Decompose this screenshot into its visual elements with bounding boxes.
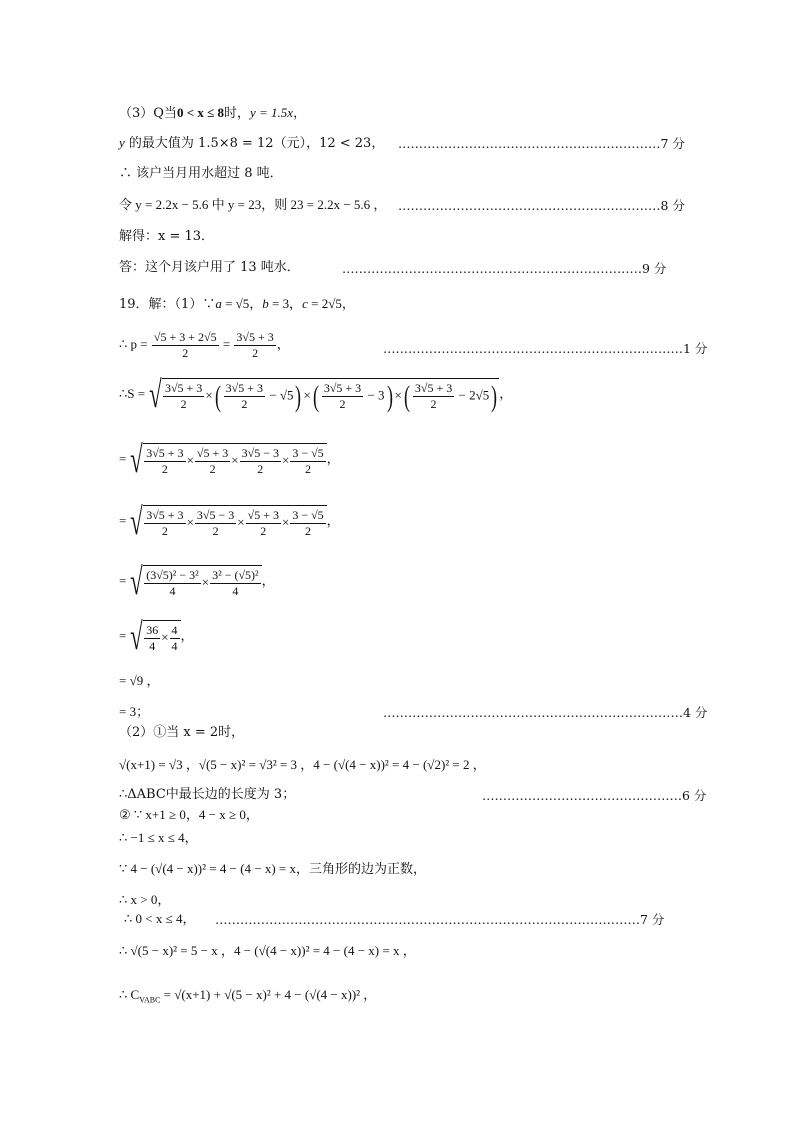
text: 的最大值为 1.5×8 = 12（元），12 < 23， [124, 136, 385, 151]
text: √(x+1) = √3 ，√(5 − x)² = √3² = 3 ，4 − (√(4 − x))² = 4 − (√2)² = 2 ， [119, 757, 486, 772]
radicand [162, 378, 499, 412]
times: × [205, 387, 213, 403]
fraction [413, 381, 454, 412]
denominator: 2 [182, 346, 189, 360]
paren-close: ) [295, 379, 302, 413]
text: ， [326, 450, 340, 466]
fraction [246, 508, 281, 539]
denominator: 2 [241, 397, 248, 411]
line-step3 [119, 503, 340, 541]
denominator: 2 [257, 462, 264, 476]
line-step4 [119, 563, 275, 601]
line-longest-side: ∴ΔABC中最长边的长度为 3； [119, 787, 296, 802]
line-solve: 解得：x = 13． [119, 229, 215, 244]
text: ， [180, 627, 194, 643]
line-part3-condition [119, 104, 306, 123]
denominator: 2 [260, 524, 267, 538]
numerator: 3 − √5 [292, 446, 324, 460]
line-part2-case1 [119, 724, 244, 742]
numerator: 3√5 + 3 [225, 381, 264, 395]
fraction [322, 381, 363, 412]
fraction [152, 330, 219, 361]
denominator: 2 [180, 397, 187, 411]
subscript: VABC [139, 995, 161, 1005]
sqrt-icon: √ [130, 616, 144, 658]
paren-open: ( [312, 379, 319, 413]
times: × [186, 514, 194, 530]
times: × [281, 452, 290, 468]
text: = √5， [221, 296, 263, 311]
times: × [186, 452, 194, 468]
line-result: = 3； [119, 704, 150, 719]
var-a: a [215, 296, 222, 311]
numerator: 4 [171, 623, 178, 637]
numerator: √5 + 3 + 2√5 [153, 330, 217, 344]
sqrt-icon: √ [130, 501, 144, 543]
text: = [119, 627, 127, 643]
numerator: 3² − (√5)² [212, 568, 259, 582]
score-8: ………………………………………………………8 分 [398, 198, 685, 213]
text: − 3 [364, 387, 385, 403]
text: − √5 [266, 387, 294, 403]
fraction [195, 508, 236, 539]
paren-close: ) [491, 379, 498, 413]
text: 令 y = 2.2x − 5.6 中 y = 23，则 23 = 2.2x − 5.6 ， [119, 197, 387, 212]
denominator: 2 [161, 524, 168, 538]
line-exceeds: ∴ 该户当月用水超过 8 吨． [119, 166, 283, 181]
text: = [119, 512, 127, 528]
numerator: 3√5 − 3 [241, 446, 279, 460]
radicand [143, 505, 326, 539]
fraction [195, 446, 230, 477]
denominator: 2 [304, 462, 311, 476]
sqrt-icon: √ [149, 374, 162, 416]
numerator: 3 − √5 [292, 508, 324, 522]
radicand [143, 565, 261, 599]
text: = [119, 450, 127, 466]
line-S-formula [119, 376, 512, 414]
score-9: ………………………………………………………………9 分 [342, 261, 667, 276]
paren-open: ( [403, 379, 410, 413]
fraction [290, 446, 325, 477]
numerator: 3√5 + 3 [164, 381, 203, 395]
score-7b: …………………………………………………………………………………………7 分 [215, 912, 665, 927]
numerator: 36 [146, 623, 159, 637]
var-b: b [262, 296, 269, 311]
denominator: 4 [232, 584, 239, 598]
fraction [170, 623, 180, 654]
fraction [290, 508, 325, 539]
numerator: 3√5 + 3 [323, 381, 362, 395]
line-let [119, 196, 386, 215]
line-sides-values [119, 756, 486, 774]
sqrt-icon: √ [130, 561, 144, 603]
var-c: c [302, 296, 308, 311]
line-perimeter [119, 986, 376, 1010]
text: ， [276, 336, 290, 352]
numerator: 3√5 − 3 [196, 508, 235, 522]
fraction [144, 568, 201, 599]
denominator: 2 [209, 462, 216, 476]
numerator: 3√5 + 3 [146, 446, 184, 460]
line-19-given [119, 295, 355, 314]
text: ， [293, 106, 307, 121]
text: 时， [223, 106, 250, 121]
line-simplify: ∴ √(5 − x)² = 5 − x ，4 − (√(4 − x))² = 4 − (4 − x) = x ， [119, 943, 416, 958]
fraction [234, 330, 275, 361]
line-step5 [119, 618, 194, 656]
times: × [201, 574, 210, 590]
text: = √(x+1) + √(5 − x)² + 4 − (√(4 − x))² ， [160, 987, 377, 1002]
fraction [144, 446, 185, 477]
line-step2 [119, 441, 340, 479]
denominator: 2 [252, 346, 259, 360]
times: × [231, 452, 239, 468]
denominator: 2 [339, 397, 346, 411]
denominator: 2 [304, 524, 311, 538]
fraction [224, 381, 265, 412]
fraction [144, 508, 185, 539]
sqrt-icon: √ [130, 439, 144, 481]
line-x-positive: ∴ x > 0， [119, 892, 171, 907]
line-p [119, 330, 290, 361]
text: ， [261, 572, 275, 588]
fraction [144, 623, 160, 654]
times: × [161, 629, 169, 645]
score-7a: ………………………………………………………7 分 [398, 136, 685, 151]
paren-open: ( [214, 379, 221, 413]
text: = [119, 572, 127, 588]
text: = √9 ， [119, 673, 160, 688]
line-range: ∴ −1 ≤ x ≤ 4， [119, 830, 198, 845]
score-4: ………………………………………………………………4 分 [383, 705, 708, 720]
denominator: 4 [169, 584, 176, 598]
denominator: 2 [212, 524, 219, 538]
numerator: 3√5 + 3 [236, 330, 274, 344]
text: ∴ p = [119, 336, 148, 352]
line-final-range: ∴ 0 < x ≤ 4， [124, 911, 196, 926]
text: ， [326, 512, 340, 528]
numerator: √5 + 3 [247, 508, 279, 522]
numerator: 3√5 + 3 [414, 381, 453, 395]
math-range: 0 < x ≤ 8 [176, 105, 224, 120]
times: × [237, 514, 245, 530]
text: = 2√5， [307, 296, 355, 311]
denominator: 2 [161, 462, 168, 476]
line-max-value [119, 134, 384, 153]
denominator: 2 [430, 397, 437, 411]
line-side-positive: ∵ 4 − (√(4 − x))² = 4 − (4 − x) = x，三角形的边为正数， [119, 861, 427, 876]
denominator: 4 [149, 639, 156, 653]
text: ∴ C [119, 987, 140, 1002]
math-eq: y = 1.5x [250, 105, 294, 120]
numerator: 3√5 + 3 [146, 508, 184, 522]
text: = [219, 336, 234, 352]
times: × [281, 514, 290, 530]
text: = 3， [268, 296, 303, 311]
radicand [143, 620, 180, 654]
var-y: y [119, 135, 125, 150]
line-case2-conditions: ② ∵ x+1 ≥ 0，4 − x ≥ 0， [119, 807, 259, 822]
score-6: …………………………………………6 分 [482, 788, 707, 803]
line-answer: 答：这个月该户用了 13 吨水． [119, 260, 300, 275]
fraction [210, 568, 261, 599]
text: ∴S = [119, 385, 146, 401]
score-1: ………………………………………………………………1 分 [383, 341, 708, 356]
fraction [163, 381, 204, 412]
text: （3）Q当 [119, 106, 177, 121]
times: × [303, 387, 311, 403]
numerator: (3√5)² − 3² [146, 568, 199, 582]
text: − 2√5 [455, 387, 490, 403]
fraction [240, 446, 281, 477]
text: 19．解：（1）∵ [119, 297, 216, 312]
times: × [394, 387, 402, 403]
text: （2）①当 x = 2时， [119, 725, 245, 740]
denominator: 4 [171, 639, 178, 653]
radicand [143, 443, 326, 477]
numerator: √5 + 3 [196, 446, 229, 460]
line-step6 [119, 672, 159, 690]
text: ， [499, 385, 513, 401]
paren-close: ) [386, 379, 393, 413]
